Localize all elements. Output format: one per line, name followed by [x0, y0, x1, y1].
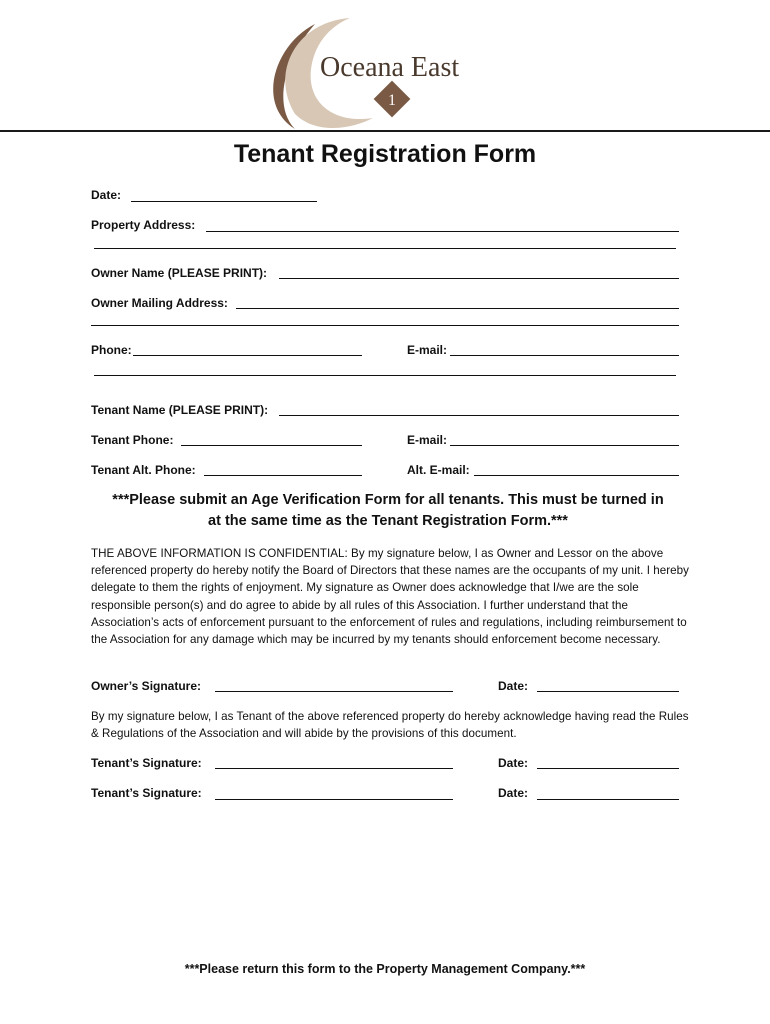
tenant-date-label-2: Date: — [498, 786, 529, 800]
tenant-email-label: E-mail: — [407, 433, 448, 447]
tenant-email-field[interactable] — [450, 445, 679, 446]
notice-line-1: ***Please submit an Age Verification Form for all tenants. This must be turned in — [112, 492, 664, 508]
email-field[interactable] — [450, 355, 679, 356]
owner-name-label: Owner Name (PLEASE PRINT): — [91, 266, 268, 280]
tenant-signature-label-2: Tenant’s Signature: — [91, 786, 202, 800]
notice-line-2: at the same time as the Tenant Registration Form.*** — [208, 513, 568, 529]
brand-name: Oceana East — [320, 52, 460, 83]
property-address-label: Property Address: — [91, 218, 196, 232]
tenant-name-label: Tenant Name (PLEASE PRINT): — [91, 403, 269, 417]
phone-label: Phone: — [91, 343, 132, 357]
tenant-phone-label: Tenant Phone: — [91, 433, 174, 447]
owner-statement: THE ABOVE INFORMATION IS CONFIDENTIAL: By my signature below, I as Owner and Lessor on the above referenced property do hereby notify the Board of Directors that these names are the occupants of my unit. I hereby delegate to them the rights of enjoyment. My signature as Owner does acknowledge that I/we are the sole responsible person(s) and do agree to abide by all rules of this Association. I further understand that the Association’s acts of enforcement pursuant to the enforcement of rules and regulations, including reimbursement to the Association for any damage which may be incurred by my tenants should enforcement become necessary. — [91, 547, 689, 647]
alt-email-label: Alt. E-mail: — [407, 463, 470, 477]
tenant-statement: By my signature below, I as Tenant of the above referenced property do hereby acknowledge having read the Rules & Regulations of the Association and will abide by the provisions of this document. — [91, 710, 689, 741]
form-title: Tenant Registration Form — [233, 140, 537, 168]
owner-name-field[interactable] — [279, 278, 679, 279]
age-verification-notice — [88, 490, 688, 532]
tenant-date-label-1: Date: — [498, 756, 529, 770]
tenant-alt-phone-label: Tenant Alt. Phone: — [91, 463, 196, 477]
tenant-signature-field-1[interactable] — [215, 768, 453, 769]
tenant-name-field[interactable] — [279, 415, 679, 416]
email-label: E-mail: — [407, 343, 448, 357]
phone-field[interactable] — [133, 355, 362, 356]
owner-signature-label: Owner’s Signature: — [91, 679, 202, 693]
owner-mailing-field-2[interactable] — [91, 325, 679, 326]
date-label: Date: — [91, 188, 122, 202]
tenant-signature-label-1: Tenant’s Signature: — [91, 756, 202, 770]
footer-note: ***Please return this form to the Property Management Company.*** — [184, 962, 586, 976]
header-divider — [0, 130, 770, 132]
owner-mailing-field[interactable] — [236, 308, 679, 309]
owner-date-field[interactable] — [537, 691, 679, 692]
brand-number: 1 — [388, 92, 396, 109]
property-address-field[interactable] — [206, 231, 679, 232]
owner-signature-field[interactable] — [215, 691, 453, 692]
tenant-date-field-1[interactable] — [537, 768, 679, 769]
alt-email-field[interactable] — [474, 475, 679, 476]
owner-date-label: Date: — [498, 679, 529, 693]
owner-mailing-label: Owner Mailing Address: — [91, 296, 228, 310]
tenant-phone-field[interactable] — [181, 445, 362, 446]
date-field[interactable] — [131, 201, 317, 202]
tenant-date-field-2[interactable] — [537, 799, 679, 800]
owner-extra-field[interactable] — [94, 375, 676, 376]
tenant-alt-phone-field[interactable] — [204, 475, 362, 476]
property-address-field-2[interactable] — [94, 248, 676, 249]
tenant-signature-field-2[interactable] — [215, 799, 453, 800]
